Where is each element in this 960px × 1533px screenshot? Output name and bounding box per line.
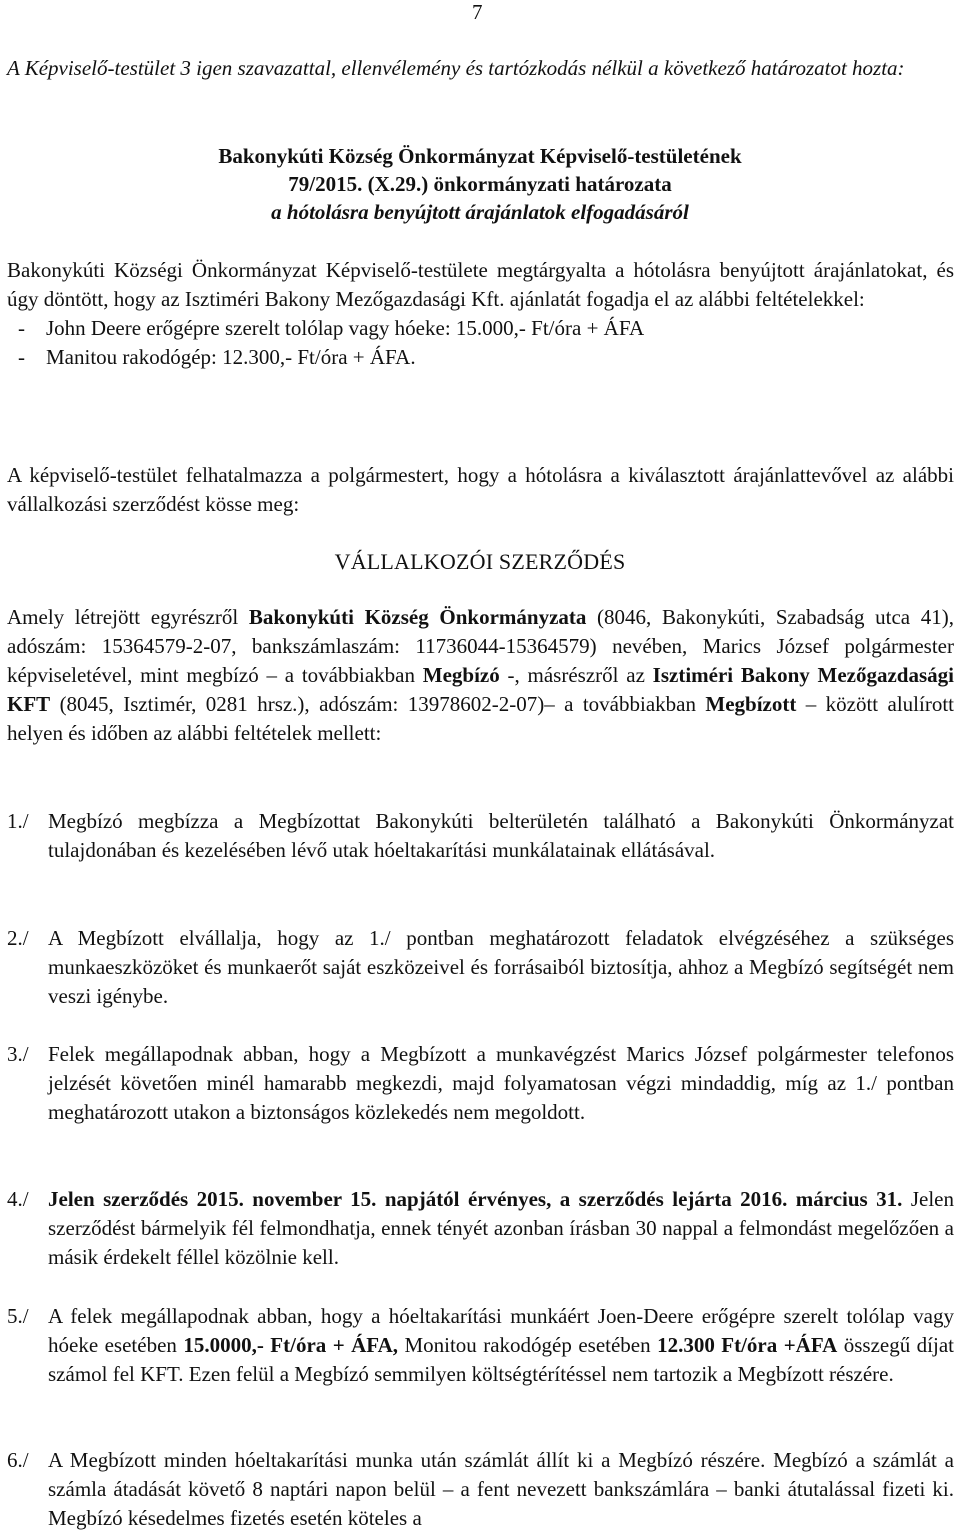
list-item: - John Deere erőgépre szerelt tolólap vagy hóeke: 15.000,- Ft/óra + ÁFA (7, 314, 954, 343)
item-text (48, 1185, 954, 1272)
parties-text-5: – között alulírott helyen és időben az alábbi feltételek mellett: (7, 692, 954, 745)
intro-text: A Képviselő-testület 3 igen szavazattal, ellenvélemény és tartózkodás nélkül a következő határozatot hozta: (7, 56, 905, 80)
authorization-paragraph: A képviselő-testület felhatalmazza a polgármestert, hogy a hótolásra a kiválasztott árajánlattevővel az alábbi vállalkozási szerződést kösse meg: (7, 463, 954, 516)
resolution-line-3: a hótolásra benyújtott árajánlatok elfogadásáról (271, 200, 689, 224)
item-text (48, 1302, 954, 1389)
item-number: 5./ (7, 1304, 29, 1328)
resolution-heading (0, 142, 960, 226)
principal-name: Bakonykúti Község Önkormányzata (248, 605, 587, 629)
parties-text-1: Amely létrejött egyrészről (7, 605, 249, 629)
contract-title: VÁLLALKOZÓI SZERZŐDÉS (334, 549, 626, 574)
page-number: 7 (472, 0, 483, 24)
condition-2: Manitou rakodógép: 12.300,- Ft/óra + ÁFA. (46, 345, 416, 369)
parties-text-2: (8046, Bakonykúti, Szabadság utca 41), adószám: 15364579-2-07, bankszámlaszám: 11736044-15364579) nevében, Marics József polgármester képviseletével, mint megbízó – a továbbiakban (7, 605, 955, 687)
contract-item-6 (7, 1446, 954, 1533)
condition-list (7, 314, 954, 372)
parties-text-4: (8045, Isztimér, 0281 hrsz.), adószám: 13978602-2-07)– a továbbiakban (50, 692, 706, 716)
contract-item-1 (7, 807, 954, 865)
item-number: 6./ (7, 1448, 29, 1472)
termination-text: Jelen szerződést bármelyik fél felmondhatja, ennek tényét azonban írásban 30 nappal a felmondást megelőzően a másik érdekelt féllel közölnie kell. (48, 1187, 954, 1269)
item-text: A Megbízott elvállalja, hogy az 1./ pontban meghatározott feladatok elvégzéséhez a szükséges munkaeszközöket és munkaerőt saját eszközeivel és forrásaiból biztosítja, ahhoz a Megbízó segítségét nem veszi igénybe. (48, 926, 954, 1008)
item-text: Felek megállapodnak abban, hogy a Megbízott a munkavégzést Marics József polgármester telefonos jelzését követően minél hamarabb megkezdi, majd folyamatosan végzi mindaddig, míg az 1./ pontban meghatározott utakon a biztonságos közlekedés nem megoldott. (48, 1042, 954, 1124)
validity-text: Jelen szerződés 2015. november 15. napjától érvényes, a szerződés lejárta 2016. március 31. (48, 1187, 903, 1211)
condition-1: John Deere erőgépre szerelt tolólap vagy hóeke: 15.000,- Ft/óra + ÁFA (46, 316, 645, 340)
list-item: - Manitou rakodógép: 12.300,- Ft/óra + ÁFA. (7, 343, 954, 372)
item-text: Megbízó megbízza a Megbízottat Bakonykúti belterületén található a Bakonykúti Önkormányzat tulajdonában és kezelésében lévő utak hóeltakarítási munkálatainak ellátásával. (48, 809, 954, 862)
principal-label: Megbízó (422, 663, 500, 687)
item-number: 4./ (7, 1187, 29, 1211)
item-number: 3./ (7, 1042, 29, 1066)
decision-text: Bakonykúti Községi Önkormányzat Képviselő-testülete megtárgyalta a hótolásra benyújtott árajánlatokat, és úgy döntött, hogy az Isztiméri Bakony Mezőgazdasági Kft. ajánlatát fogadja el az alábbi feltételekkel: (7, 258, 954, 311)
fee-text-3: összegű díjat számol fel KFT. Ezen felül a Megbízó semmilyen költségtérítéssel nem tartozik a Megbízott részére. (48, 1333, 954, 1386)
fee-text-2: Monitou rakodógép esetében (398, 1333, 658, 1357)
contract-item-3 (7, 1040, 954, 1127)
contract-item-4 (7, 1185, 954, 1272)
item-text: A Megbízott minden hóeltakarítási munka után számlát állít ki a Megbízó részére. Megbízó a számlát a számla átadását követő 8 naptári napon belül – a fent nevezett bankszámlára – banki átutalással fizeti ki. Megbízó késedelmes fizetés esetén köteles a (48, 1448, 954, 1530)
resolution-line-1: Bakonykúti Község Önkormányzat Képviselő-testületének (218, 144, 742, 168)
contract-item-2 (7, 924, 954, 1011)
contractor-label: Megbízott (705, 692, 797, 716)
contractor-name: Isztiméri Bakony Mezőgazdasági KFT (7, 663, 954, 716)
parties-paragraph (7, 603, 954, 748)
resolution-line-2: 79/2015. (X.29.) önkormányzati határozata (288, 172, 672, 196)
parties-text-3: -, másrészről az (499, 663, 653, 687)
intro-paragraph (7, 54, 954, 83)
fee-loader: 12.300 Ft/óra +ÁFA (657, 1333, 838, 1357)
item-number: 2./ (7, 926, 29, 950)
item-number: 1./ (7, 809, 29, 833)
contract-item-5 (7, 1302, 954, 1389)
fee-tractor: 15.0000,- Ft/óra + ÁFA, (183, 1333, 398, 1357)
fee-text-1: A felek megállapodnak abban, hogy a hóeltakarítási munkáért Joen-Deere erőgépre szerelt tolólap vagy hóeke esetében (48, 1304, 954, 1357)
decision-paragraph (7, 256, 954, 372)
